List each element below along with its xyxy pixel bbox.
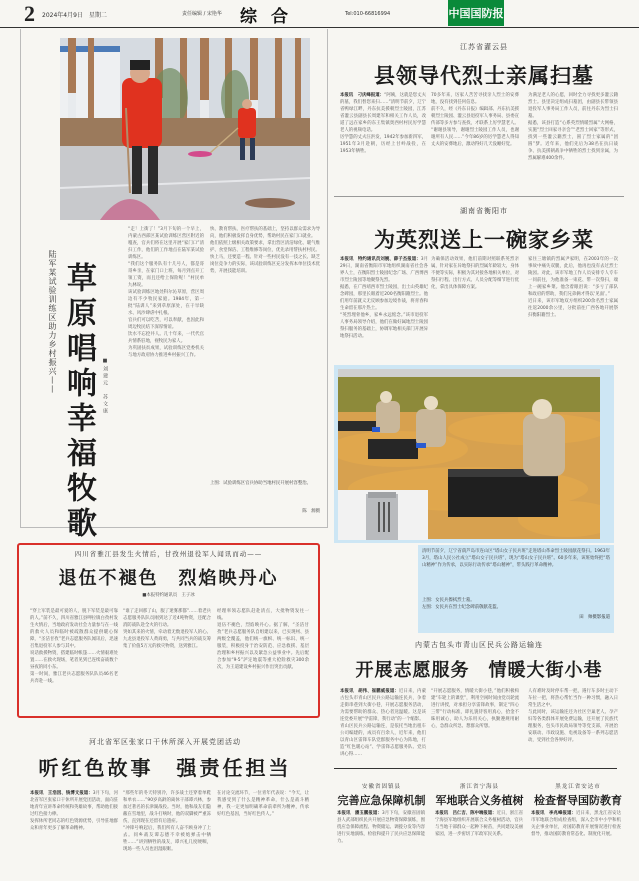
hengyang-body-col1	[340, 256, 428, 356]
divider	[334, 196, 624, 197]
brief1-headline: 完善应急保障机制	[337, 794, 426, 807]
brief2-byline: 本报讯 吕仁吉、陈中端报道：	[435, 811, 497, 816]
brief3-headline: 检查督导国防教育	[534, 794, 622, 807]
paragraph: 据悉，该县打造“心系英烈情暖烈属”大网格，实施“烈士回家寻亲会”“老烈士回家”等形式，找到一些灌云籍烈士，圆了烈士家属的“团圆”梦。近年来，他们先后为38名在抗日战争、抗美援朝战争中牺牲的烈士找到亲属，为烈属解难400余件。	[528, 121, 618, 161]
paragraph: 经理率领志愿队赶赴清点，大批物资发往一线。	[217, 609, 309, 621]
grassland-headline: 草原唱响幸福牧歌	[61, 262, 96, 542]
paragraph: 与此同时，该运输连还为社区空巢老人、孕产妇等各类群体开展免费运输，还开展了民族代理服务，包头市民政局领导等党支部，开展治安联动、市政设施、电视设备等一系列志愿活动，受到社会各界好评。	[528, 710, 618, 743]
paragraph: “穿上军装是最可爱的人，脱下军装是最可靠的人。”前不久，四川省雅江县呷拉镇白孜村发生火情后，当地政府发动社会力量参与在一线的救火人员和临时被疏散群众提供暖心保障，“圣洁甘孜”老兵志愿服务队闻讯后，迅速召集退役军人参与其中。	[30, 609, 118, 649]
paragraph: “我们这个服务队有十几号人，都是哥哥乡亲，在家门口上班，每月到点开工领工资，而且还给上保险呢！”村民单九林说。	[128, 262, 204, 288]
paragraph: 饮水不忘挖井人。几十年来，一代代官兵情系驻地，视牧民为家人。	[128, 332, 204, 344]
section-title: 综合	[240, 7, 302, 27]
paragraph: 官兵们可以吃苦，可以奉献，也因此和周边牧民结下深厚情谊。	[128, 318, 204, 330]
paragraph: 为满足老人的心愿，回时全力寻找更多灌云籍烈士。县里决定组成扫墓团，由副县长带领县退役军人事务局工作人员，前往丹东为烈士扫墓。	[528, 93, 618, 119]
paragraph: 近日来，内蒙古包头市青山区民兵公路运输连民兵，争着走街串巷到大街小巷，开展志愿服务活动，为需要帮助的群众、热心者送温暖。这是该连党委开展“学雷锋，我行动”的一个缩影。	[340, 689, 426, 722]
monument-photo	[338, 490, 428, 540]
monument-illustration	[338, 490, 428, 540]
paragraph: “走！上街了！”3月下旬的一个早上，内蒙古西部区某试验训练区营区附近的嘎查，官兵们将在这里开展“家门口”清扫工作，他们的工作地点在陆军某试验训练区。	[128, 227, 204, 260]
grassland-body-col1	[128, 226, 204, 522]
retired-body-col2	[123, 608, 211, 713]
county-body-col3	[528, 92, 618, 188]
cemetery-photo-credit: 田 帅摄影报道	[579, 615, 610, 620]
brief3-byline: 本报讯 李兆峰报道：	[531, 811, 577, 816]
paragraph: 3月下旬，安徽省固镇县人武部组织民兵开展应急物资保障演练，围绕应急保障流程、物资储运、调拨分发等内容进行实地演练，检验和提升了民兵应急保障能力。	[337, 811, 425, 844]
paragraph: 3月29日，湖南省衡阳市军地组织湖南省社会各界人士，在衡阳烈士陵园纪念广场、广西博西市烈士陵园等地聚祭先烈。	[340, 257, 428, 283]
paragraph: 近日来，黑龙江省安达市军地联合组成检查组，深入全市中小学和机关企事业单位，对国防教育开展情况进行检查督导，推动国防教育常态化、制度化开展。	[531, 811, 621, 837]
hengyang-body-col2	[431, 256, 519, 356]
volunteer-headline: 开展志愿服务 情暖大街小巷	[355, 660, 603, 681]
telephone: Tel:010-66816994	[345, 11, 391, 17]
paragraph: “阿姨，这就是您丈夫的墓，我们替您来扫……”清明节前夕，辽宁省鸭绿江畔，丹东抗美援朝烈士陵园，江苏省灌云县副县长周建军和相关工作人员，改道了远在家乡的东王集镇奥西村村民厉学慧老人的视频电话。	[340, 93, 426, 133]
county-body-col2	[431, 92, 519, 188]
paragraph: 说话救援物资，搭建临时帐篷……火情艰难处置……在救火现场，笔者见到已连续奋战数个昼夜的同小东。	[30, 651, 118, 670]
story-headline: 听红色故事 强责任担当	[38, 756, 292, 780]
paragraph: “那些年的冬天特别冷，许多战士还穿着单鞋和单衣……”90岁高龄的离休干部谭兴林，参加过著名的长津湖战役。当时，他和战友们隐蔽在雪地里，战斗打响时，他的双脚被严重冻伤，直到现在还留有后遗症。	[123, 791, 211, 824]
issue-date: 2024年4月9日 星期二	[42, 12, 107, 19]
paragraph: 人有难时及时停车帮一把，遇行车多时主动下车拉一把，将热心帮忙当作一种习惯，融入日常生活之中。	[528, 689, 618, 708]
cemetery-caption-line1: 上图：女民兵擦拭烈士墓。	[422, 598, 475, 603]
paragraph: 他们依照上级相关政策要求，拿出营区清洁绿化、暖气维护、食堂保洁、工程维修等岗位，优先录用帮扶村村民。	[210, 241, 320, 253]
page-number: 2	[24, 1, 35, 26]
story-kicker: 河北省军区张家口干休所深入开展党团活动	[89, 738, 241, 746]
newspaper-logo: 中国国防报	[448, 0, 504, 26]
brief2-kicker: 浙江省宁海县	[459, 784, 499, 790]
county-body-col1	[340, 92, 426, 188]
grassland-photo-credit: 陈 源摄	[302, 509, 320, 514]
volunteer-body-col2	[431, 688, 519, 764]
street-cleaning-illustration	[60, 38, 310, 220]
grassland-body-col2	[210, 226, 320, 476]
paragraph: 为巩固扶贫成果，试验训练区党委机关与地方政府协力推进乡村振兴工作。	[128, 346, 204, 358]
brief1-byline: 本报讯 潘玉鹏报道：	[337, 811, 382, 816]
paragraph: 家住三塘镇的烈属尹家明，在2003年的一次事故中痛失双腿，此后，他再也没有去过烈士陵园。对此，该市军地工作人员安排专人专车一同前往，为他准备一束花、带一次祭扫，端上一碗家乡菜。他含着眼泪说：“多亏了部队和政府的帮助，我们兄弟俩才得以‘见面’。”	[528, 257, 618, 297]
story-body-col1	[30, 790, 118, 860]
paragraph: 近日来，该市军地双方组织200余名烈士家属往返2000余公里，分批前往广西各地开展祭扫衡阳籍烈士。	[528, 299, 618, 318]
retired-headline: 退伍不褪色 烈焰映丹心	[58, 568, 279, 589]
responsible-editor: 责任编辑 / 宋艳华	[182, 11, 222, 17]
story-body-col2	[123, 790, 211, 860]
paragraph: 70多年来，厉家人苦苦寻找亲人烈士的安葬地，没有找到任何信息。	[431, 93, 519, 105]
paragraph: 退伍不褪色，烈焰映丹心。据了解，“圣洁甘孜”老兵志愿服务队自组建以来，已实现州、县两级全覆盖，他们统一旗帜、统一标识、统一服装，积极投身于治安防范、应急救援、基层治理和乡村振兴以及紧急公益事业中。先后配合参加“9·5”泸定地震等重大抢险救灾300余次，为王道建设乡村振兴作出突出贡献。	[217, 623, 309, 670]
county-kicker: 江苏省灌云县	[460, 43, 508, 51]
paragraph: “冲锋号响起后，我们所有人奋不顾身冲了上去。同乡战友谭志德不幸被炮弹击中牺牲……”讲到牺牲的战友，谭兴礼几度哽咽，现场一些人员也泪湿眼眶。	[123, 826, 211, 852]
brief3-body	[531, 810, 621, 872]
brief3-kicker: 黑龙江省安达市	[555, 784, 601, 790]
brief2-headline: 军地联合义务植树	[435, 794, 524, 807]
story-byline: 本报讯 王浩因、钱博文报道：	[30, 791, 93, 796]
paragraph: 突如其来的火情，牵动着无数退役军人的心。九龙县退役军人黄商勇，与共同当兵的战友筹集了价值5万元的救灾物资，送到雅江。	[123, 630, 211, 649]
volunteer-kicker: 内蒙古包头市青山区民兵公路运输连	[415, 641, 543, 649]
county-byline: 本报讯 刁庆峰报道：	[340, 93, 385, 98]
paragraph: 前不久，经《丹东日报》编辑部、丹东抗美援朝烈士陵园、灌云县退役军人事务局、县委宣传部等多方参与查找，才联系上厉学慧老人。	[431, 107, 519, 126]
paragraph: 为确保活动效果，他们前期对照联系英烈亲属，针对家在异地祭扫的烈属年龄较大、身体不便等实际，积极为其对接各地相关单位，对祭扫行程、出行方式、人员分配等细节进行优化，拿出具体保障方案。	[431, 257, 519, 290]
paragraph: 发挥休所老同志的红色资源优势，引导驻地群众和青年更多了解革命精神。	[30, 819, 118, 831]
paragraph: 据悉，在广西靖西市烈士陵园，出土山英雄纪念碑园，那里长眠着近200名衡阳籍烈士。他们用年前就义无反顾参加边境作战，将青春和生命留在那片热土。	[340, 285, 428, 311]
hengyang-kicker: 湖南省衡阳市	[460, 207, 508, 215]
hengyang-headline: 为英烈送上一碗家乡菜	[374, 227, 594, 252]
grassland-kicker: 陆军某试验训练区助力乡村振兴——	[48, 250, 57, 394]
retired-byline: ■本报特约通讯员 王子冰	[142, 593, 195, 598]
volunteer-byline: 本报讯 胡伟、崔鹏威报道：	[340, 689, 399, 694]
divider	[334, 768, 617, 769]
hengyang-body-col3	[528, 256, 618, 356]
paragraph: 3月下旬，河北省军区张家口干休所开展党团活动，面向驻地青年宣讲革命传统和英雄故事，帮助他们接过红色接力棒。	[30, 791, 118, 817]
retired-body-col1	[30, 608, 118, 713]
grassland-byline: ■刘建元 苏文康	[102, 358, 108, 415]
paragraph: 快上马，还要造一程。针对一些村民没有一技之长、缺乏岗位竞争力的实际，该试验训练区充分发挥本单位技术优势，开展技能培训。	[210, 255, 320, 274]
brief1-body	[337, 810, 425, 872]
paragraph: 第一时间，雅江老兵志愿服务队队员46名老兵奔赴一线。	[30, 672, 118, 684]
street-cleaning-photo	[60, 38, 310, 220]
brief2-body	[435, 810, 523, 872]
paragraph: “谢谢县领导，谢谢烈士陵园工作人员，也谢谢所有人民……”今年86岁的厉学慧老人得知丈夫的安葬地后，激动得好几天没睡好觉。	[431, 128, 519, 147]
volunteer-body-col3	[528, 688, 618, 764]
paragraph: “谁了走回那了山，服了迷雾那都”……着老兵志愿服务队队员刚到达了近4吨物资，还配合消防战队赴全火的行动。	[123, 609, 211, 628]
retired-body-col3	[217, 608, 309, 713]
paragraph: 青山区民兵公路运输连，是依托当地出租车公司编建的，成员有百余人，近年来，他们以青山区雷锋车队党群服务中心为阵地，打造“红色暖心站”、学雷锋志愿服务队、党员讲心得……	[340, 724, 426, 757]
cemetery-caption-line2: 左图：女民兵在烈士纪念碑前敬献花篮。	[422, 605, 502, 610]
hengyang-byline: 本报讯 特约通讯员刘婉、薛子杰报道：	[340, 257, 421, 262]
paragraph: “英烈埋骨他乡，家乡永远惦念。”该市退役军人事务局领导介绍，他们在做好属地烈士陵园祭扫服务的基础上，协调军地相关部门开展异地祭扫活动。	[340, 313, 428, 339]
county-headline: 县领导代烈士亲属扫墓	[374, 63, 594, 88]
story-body-col3	[217, 790, 309, 860]
grassland-photo-caption: 上图：试验训练区官兵协助当地村民开展村容整治。	[210, 481, 311, 486]
cemetery-caption: 清明节前夕，辽宁省葫芦岛市连山区“塔山女子民兵班”走进塔山革命烈士陵园献花祭扫。1963年3月，塔山人民公社成立“塔山女子民兵班”，现为“塔山女子民兵班”。60多年来，该班始终把“塔山精神”作为传承，以实际行动传承“塔山精神”，带头践行革命精神。	[422, 549, 610, 568]
paragraph: 在讨论交流环节，一位青年代表说：“今天，让我感受到了什么是精神革命，什么是战斗精神，我一定更加明确革命前辈所为精神，传承好红色基因，当好红色传人。”	[217, 791, 309, 817]
paragraph: “开展志愿服务，情暖大街小巷，”他们积极构建“车轮上的课堂”，利用空闲时间由党员轮流进行讲授，对承担分享雷锋故事，制定“四心三带”行动标准，即礼貌待客用真心，拾金不昧用诚心，助人为乐用关心，执勤遵规用耐心，急群众所急、想群众所想。	[431, 689, 519, 729]
paragraph: 快、教育帮扶、医疗帮扶的基础上，坚持以群众需求为导向，他们积极发挥自身优势，帮助村民在家门口就业。	[210, 227, 320, 239]
retired-kicker: 四川省雅江县发生火情后，甘孜州退役军人闻讯而动——	[74, 550, 263, 558]
paragraph: 近日，浙江省宁海县军地组织开展联合义务植树活动，官兵与当地干部群众一起种下树苗，共同建设美丽家园，进一步密切了军政军民关系。	[435, 811, 523, 837]
brief1-kicker: 安徽省固镇县	[361, 784, 401, 790]
volunteer-body-col1	[340, 688, 426, 764]
paragraph: 厉学慧的丈夫汪洪发，1942年参加新四军，1951年3月赴朝，历经上甘岭战役，在1953年牺牲。	[340, 135, 426, 154]
paragraph: 该试验训练区地处科尔沁草原，营区周边有不少牧民家庭。1984年，第一批“陆训人”来到草原深处，在干旱缺水、风沙肆虐中扎根。	[128, 290, 204, 316]
